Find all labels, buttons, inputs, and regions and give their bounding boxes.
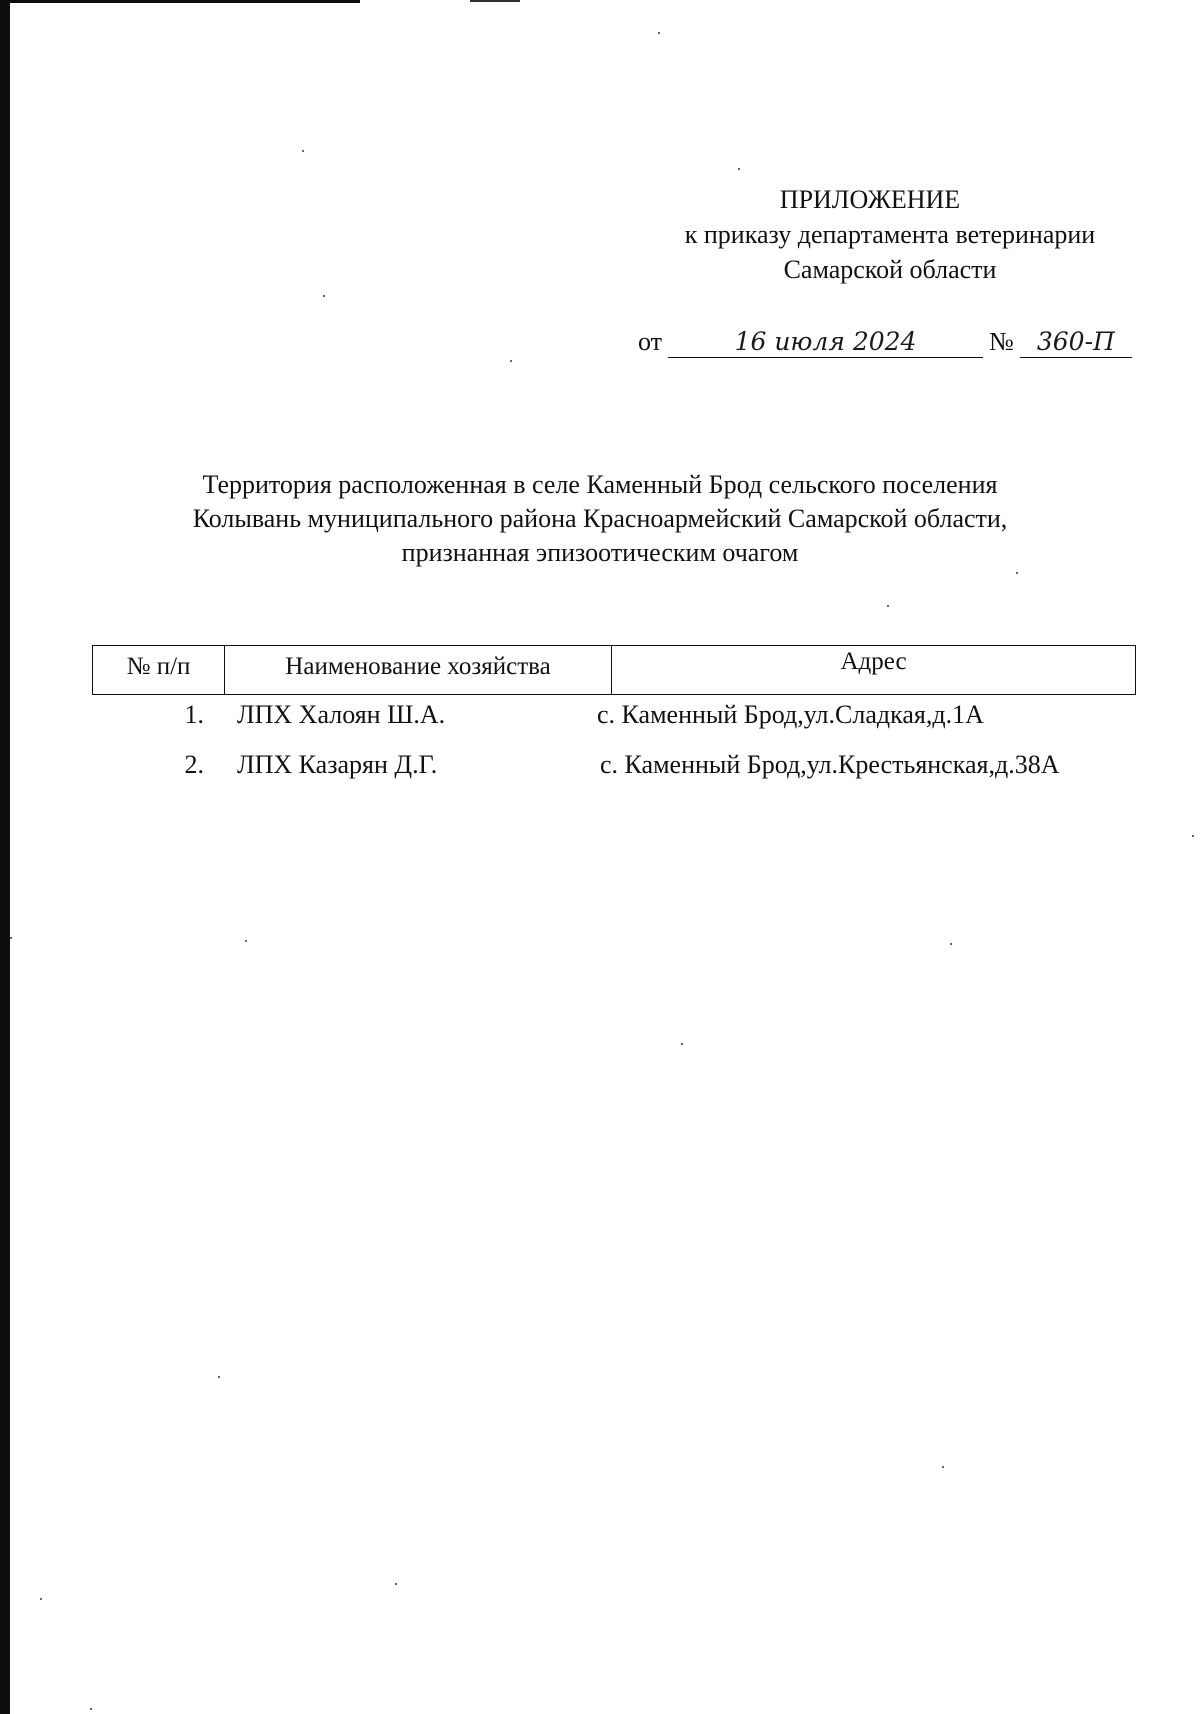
scan-speck bbox=[1016, 572, 1018, 574]
order-date-handwritten: 16 июля 2024 bbox=[668, 327, 983, 358]
scan-speck bbox=[681, 1043, 683, 1045]
scan-speck bbox=[90, 1708, 92, 1710]
order-from-label: от bbox=[638, 327, 663, 356]
table-row bbox=[92, 750, 1136, 786]
scan-speck bbox=[245, 940, 247, 942]
order-number-handwritten: 360-П bbox=[1020, 327, 1132, 358]
scan-speck bbox=[395, 1583, 397, 1585]
row-farm-name: ЛПХ Казарян Д.Г. bbox=[237, 750, 438, 779]
scan-speck bbox=[887, 605, 889, 607]
table-header-row bbox=[92, 645, 1136, 695]
scan-speck bbox=[323, 295, 325, 297]
document-title bbox=[100, 468, 1100, 570]
header-address: Адрес bbox=[840, 648, 907, 675]
order-number-label: № bbox=[989, 327, 1014, 356]
row-number: 2. bbox=[184, 750, 204, 779]
row-address: с. Каменный Брод,ул.Крестьянская,д.38А bbox=[600, 750, 1060, 779]
row-address: с. Каменный Брод,ул.Сладкая,д.1А bbox=[597, 700, 984, 729]
scan-speck bbox=[10, 937, 12, 939]
header-farm-name: Наименование хозяйства bbox=[225, 646, 612, 694]
header-number: № п/п bbox=[93, 646, 225, 694]
scan-speck bbox=[40, 1598, 42, 1600]
scan-speck bbox=[942, 1466, 944, 1468]
row-farm-name: ЛПХ Халоян Ш.А. bbox=[237, 700, 446, 729]
appendix-subtitle: к приказу департамента ветеринарии bbox=[684, 220, 1096, 249]
order-reference bbox=[638, 326, 1138, 358]
scan-speck bbox=[658, 32, 660, 34]
title-line-2: Колывань муниципального района Красноармейский Самарской области, bbox=[192, 504, 1008, 533]
row-number: 1. bbox=[184, 700, 204, 729]
scan-speck bbox=[1192, 835, 1194, 837]
scan-speck bbox=[950, 943, 952, 945]
scan-edge-left bbox=[0, 0, 10, 1714]
table-row bbox=[92, 700, 1136, 736]
title-line-3: признанная эпизоотическим очагом bbox=[401, 538, 799, 567]
appendix-header bbox=[660, 182, 1120, 287]
scan-edge-top bbox=[0, 0, 360, 3]
appendix-region: Самарской области bbox=[783, 255, 997, 284]
scan-speck bbox=[510, 360, 512, 362]
scan-speck bbox=[218, 1376, 220, 1378]
title-line-1: Территория расположенная в селе Каменный Брод сельского поселения bbox=[202, 470, 998, 499]
scan-speck bbox=[302, 150, 304, 152]
scan-speck bbox=[738, 168, 740, 170]
appendix-title: ПРИЛОЖЕНИЕ bbox=[779, 185, 961, 214]
scan-edge-top-mark bbox=[470, 0, 520, 2]
